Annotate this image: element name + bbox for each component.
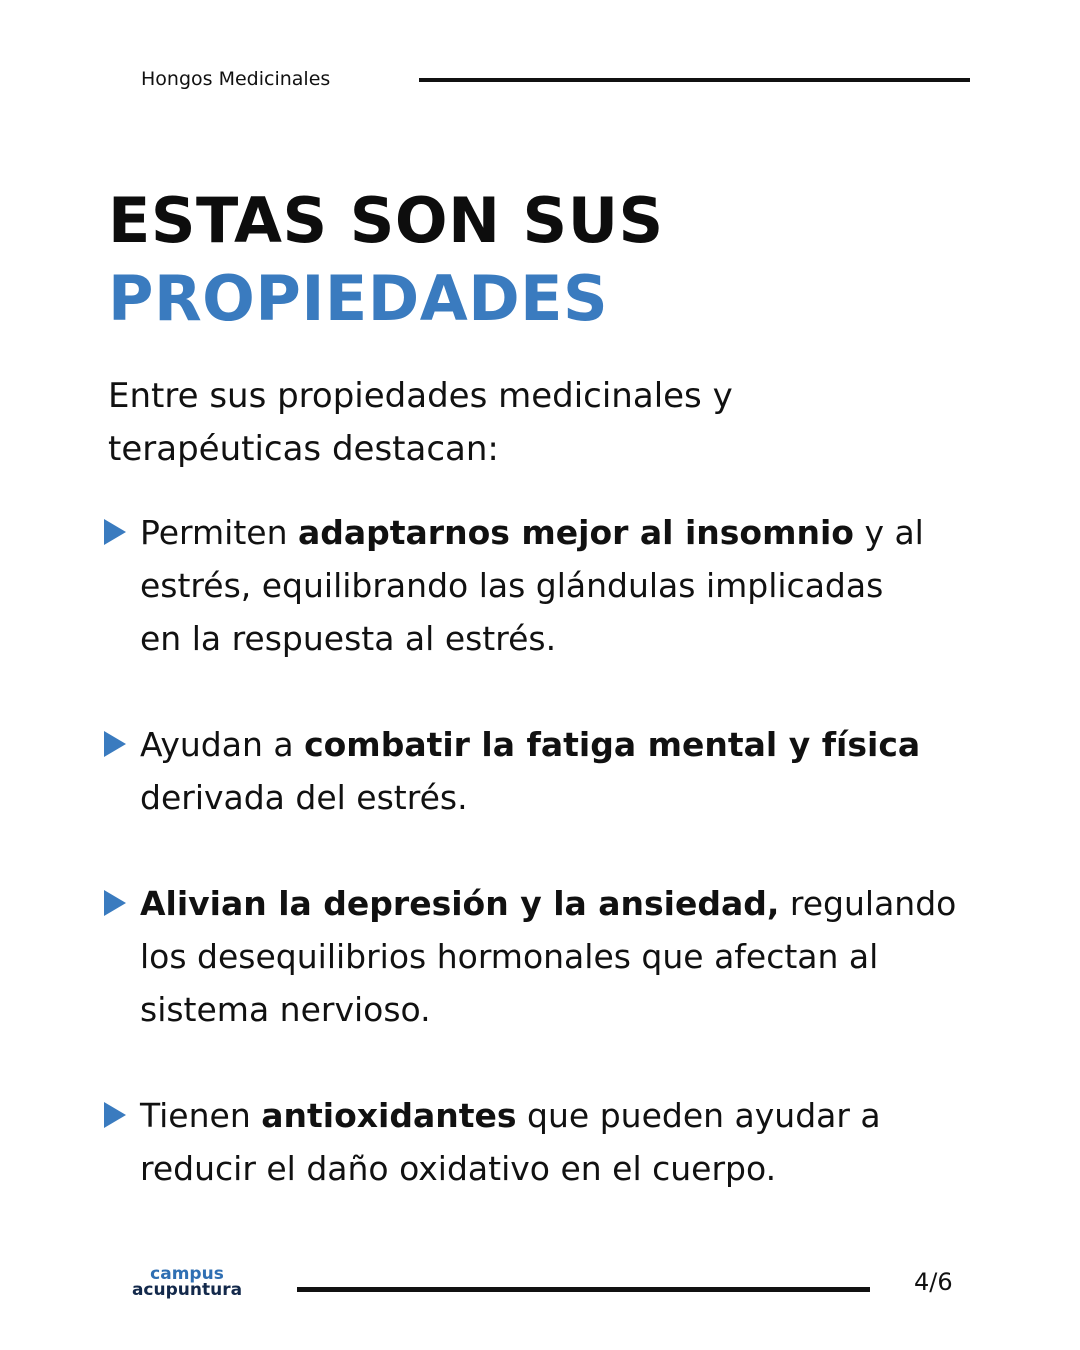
text-segment: Ayudan a	[140, 725, 305, 764]
bold-text: adaptarnos mejor al insomnio	[297, 513, 854, 552]
triangle-right-icon	[104, 731, 126, 757]
text-line: en la respuesta al estrés.	[140, 619, 557, 658]
list-item-text	[140, 877, 956, 1036]
header-label: Hongos Medicinales	[141, 68, 331, 90]
text-segment: regulando	[779, 884, 957, 923]
triangle-right-icon	[104, 519, 126, 545]
intro-paragraph	[108, 370, 968, 476]
list-item-text	[140, 718, 920, 824]
triangle-right-icon	[104, 890, 126, 916]
footer-divider	[297, 1287, 870, 1292]
text-line: sistema nervioso.	[140, 990, 431, 1029]
title-line-1: ESTAS SON SUS	[108, 184, 664, 257]
header-divider	[419, 78, 970, 82]
text-segment: que pueden ayudar a	[516, 1096, 881, 1135]
text-segment: Permiten	[140, 513, 298, 552]
page-title	[108, 182, 664, 338]
campus-acupuntura-logo	[128, 1266, 246, 1306]
intro-line-1: Entre sus propiedades medicinales y	[108, 376, 733, 416]
text-line: reducir el daño oxidativo en el cuerpo.	[140, 1149, 777, 1188]
bold-text: Alivian la depresión y la ansiedad,	[140, 884, 780, 923]
text-segment: y al	[853, 513, 924, 552]
text-line: derivada del estrés.	[140, 778, 468, 817]
list-item-text	[140, 1089, 881, 1195]
text-line: los desequilibrios hormonales que afectan al	[140, 937, 879, 976]
logo-line-1: campus	[150, 1264, 224, 1284]
intro-line-2: terapéuticas destacan:	[108, 429, 499, 469]
triangle-right-icon	[104, 1102, 126, 1128]
text-segment: Tienen	[140, 1096, 262, 1135]
bold-text: combatir la fatiga mental y física	[304, 725, 921, 764]
page-number: 4/6	[914, 1268, 953, 1296]
bold-text: antioxidantes	[261, 1096, 517, 1135]
list-item-text	[140, 506, 924, 665]
text-line: estrés, equilibrando las glándulas implicadas	[140, 566, 884, 605]
logo-line-2: acupuntura	[131, 1280, 243, 1300]
title-line-2-accent: PROPIEDADES	[108, 262, 609, 335]
